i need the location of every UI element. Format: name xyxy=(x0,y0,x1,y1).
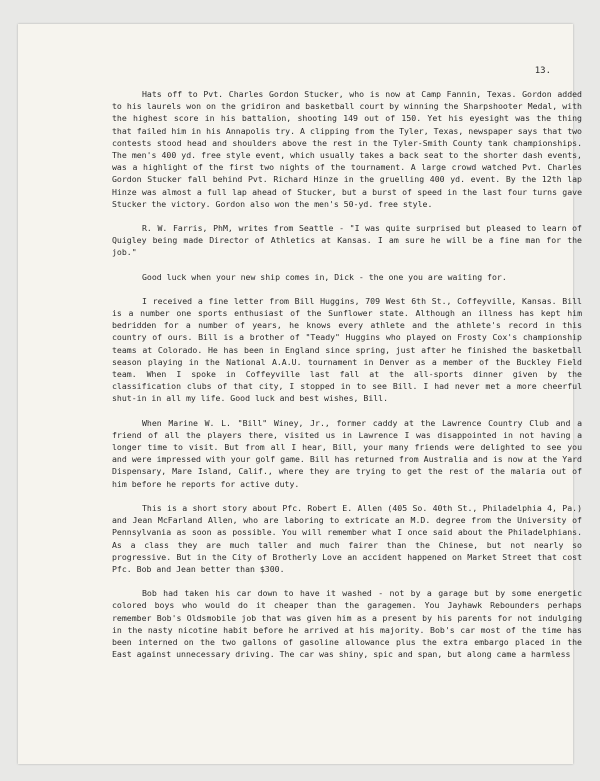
letter-body xyxy=(112,88,582,672)
paragraph-farris: R. W. Farris, PhM, writes from Seattle - "I was quite surprised but pleased to learn of Quigley being made Director of Athletics at Kansas. I am sure he will be a fine man for the job." xyxy=(112,223,582,258)
paragraph-stucker: Hats off to Pvt. Charles Gordon Stucker, who is now at Camp Fannin, Texas. Gordon added to his laurels won on the gridiron and basketball court by winning the Sharpshooter Medal, with the highest score in his battalion, shooting 149 out of 150. Yet his eyesight was the thing that failed him in his Annapolis try. A clipping from the Tyler, Texas, newspaper says that two contests stood head and shoulders above the rest in the Tyler-Smith County tank championships. The men's 400 yd. free style event, which usually takes a back seat to the shorter dash events, was a highlight of the first two nights of the tournament. A large crowd watched Pvt. Charles Gordon Stucker fall behind Pvt. Richard Hinze in the gruelling 400 yd. event. By the 12th lap Hinze was almost a full lap ahead of Stucker, but a burst of speed in the last four turns gave Stucker the victory. Gordon also won the men's 50-yd. free style. xyxy=(112,89,582,209)
paragraph-car-wash: Bob had taken his car down to have it washed - not by a garage but by some energetic colored boys who would do it cheaper than the garagemen. You Jayhawk Rebounders perhaps remember Bob's Oldsmobile job that was given him as a present by his parents for not indulging in the nasty nicotine habit before he arrived at his majority. Bob's car most of the time has been interned on the two gallons of gasoline allowance plus the extra embargo placed in the East against unnecessary driving. The car was shiny, spic and span, but along came a harmless xyxy=(112,588,582,660)
paragraph-winey: When Marine W. L. "Bill" Winey, Jr., former caddy at the Lawrence Country Club and a friend of all the players there, visited us in Lawrence I was disappointed in not having a longer time to visit. But from all I hear, Bill, your many friends were delighted to see you and were impressed with your golf game. Bill has returned from Australia and is now at the Yard Dispensary, Mare Island, Calif., where they are trying to get the rest of the malaria out of him before he reports for active duty. xyxy=(112,417,582,489)
paragraph-allen: This is a short story about Pfc. Robert E. Allen (405 So. 40th St., Philadelphia 4, Pa.) and Jean McFarland Allen, who are laboring to extricate an M.D. degree from the University of Pennsylvania as soon as possible. You will remember what I once said about the Philadelphians. As a class they are much taller and much fairer than the Chinese, but not nearly so progressive. But in the City of Brotherly Love an accident happened on Market Street that cost Pfc. Bob and Jean better than $300. xyxy=(112,502,582,574)
page-number: 13. xyxy=(534,66,551,76)
document-page xyxy=(18,24,582,764)
paragraph-dick: Good luck when your new ship comes in, Dick - the one you are waiting for. xyxy=(142,271,507,282)
paragraph-huggins: I received a fine letter from Bill Huggins, 709 West 6th St., Coffeyville, Kansas. Bill is a number one sports enthusiast of the Sunflower state. Although an illness has kept him bedridden for a number of years, he knows every athlete and the athlete's record in this country of ours. Bill is a brother of "Teady" Huggins who played on Frosty Cox's championship teams at Colorado. He has been in England since spring, just after he finished the basketball season playing in the National A.A.U. tournament in Denver as a member of the Buckley Field team. When I spoke in Coffeyville last fall at the all-sports dinner given by the classification clubs of that city, I stopped in to see Bill. I had never met a more cheerful shut-in in all my life. Good luck and best wishes, Bill. xyxy=(112,295,582,404)
